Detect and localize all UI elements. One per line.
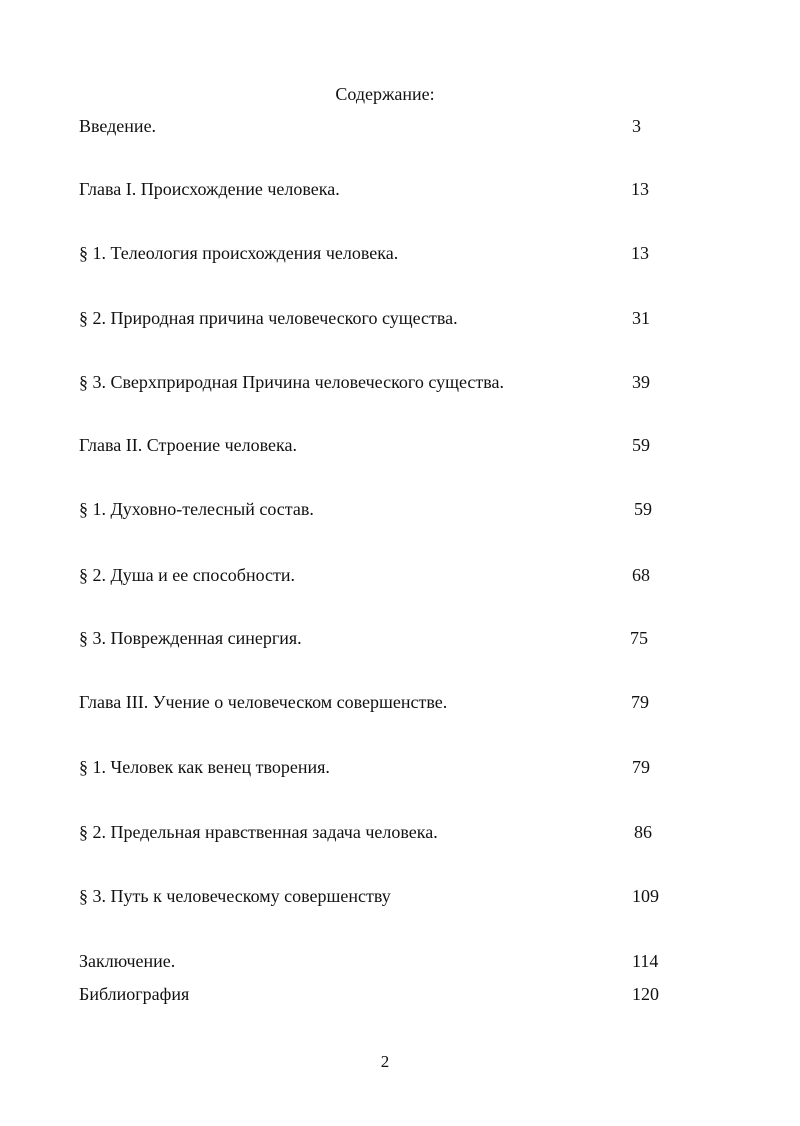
toc-entry-label: § 2. Природная причина человеческого существа. (79, 308, 458, 328)
page-number: 2 (380, 1052, 390, 1071)
toc-entry (79, 628, 679, 652)
toc-entry (79, 757, 679, 781)
toc-entry (79, 984, 679, 1008)
toc-entry-page: 39 (632, 372, 650, 392)
toc-entry (79, 179, 679, 203)
toc-entry (79, 243, 679, 267)
toc-title: Содержание: (335, 84, 435, 104)
toc-entry (79, 308, 679, 332)
toc-entry-page: 3 (632, 116, 641, 136)
toc-entry-label: Библиография (79, 984, 190, 1004)
toc-entry-label: § 3. Путь к человеческому совершенству (79, 886, 391, 906)
toc-entry-label: § 1. Человек как венец творения. (79, 757, 330, 777)
toc-entry-page: 79 (632, 757, 650, 777)
toc-entry-label: § 2. Предельная нравственная задача человека. (79, 822, 438, 842)
toc-entry-page: 59 (632, 435, 650, 455)
toc-entry-page: 13 (631, 179, 649, 199)
toc-entry-label: § 2. Душа и ее способности. (79, 565, 296, 585)
toc-entry (79, 692, 679, 716)
toc-entry-page: 31 (632, 308, 650, 328)
toc-entry-label: § 3. Сверхприродная Причина человеческого существа. (79, 372, 504, 392)
toc-entry-page: 120 (632, 984, 659, 1004)
toc-entry-label: § 1. Духовно-телесный состав. (79, 499, 314, 519)
toc-entry-label: Заключение. (79, 951, 176, 971)
toc-entry-page: 86 (634, 822, 652, 842)
toc-entry (79, 822, 679, 846)
toc-entry (79, 372, 679, 396)
toc-entry (79, 886, 679, 910)
toc-entry (79, 116, 679, 140)
toc-entry-label: Глава III. Учение о человеческом совершенстве. (79, 692, 448, 712)
toc-entry-page: 109 (632, 886, 659, 906)
toc-entry-page: 68 (632, 565, 650, 585)
toc-entry-label: § 3. Поврежденная синергия. (79, 628, 302, 648)
toc-entry-label: Глава I. Происхождение человека. (79, 179, 340, 199)
toc-entry-page: 13 (631, 243, 649, 263)
toc-entry-label: § 1. Телеология происхождения человека. (79, 243, 399, 263)
toc-entry (79, 951, 679, 975)
toc-entry-page: 114 (632, 951, 659, 971)
toc-entry-page: 79 (631, 692, 649, 712)
toc-entry (79, 565, 679, 589)
toc-entry-label: Глава II. Строение человека. (79, 435, 297, 455)
toc-entry-page: 75 (630, 628, 648, 648)
toc-entry (79, 499, 679, 523)
toc-entry-page: 59 (634, 499, 652, 519)
toc-entry-label: Введение. (79, 116, 157, 136)
toc-entry (79, 435, 679, 459)
